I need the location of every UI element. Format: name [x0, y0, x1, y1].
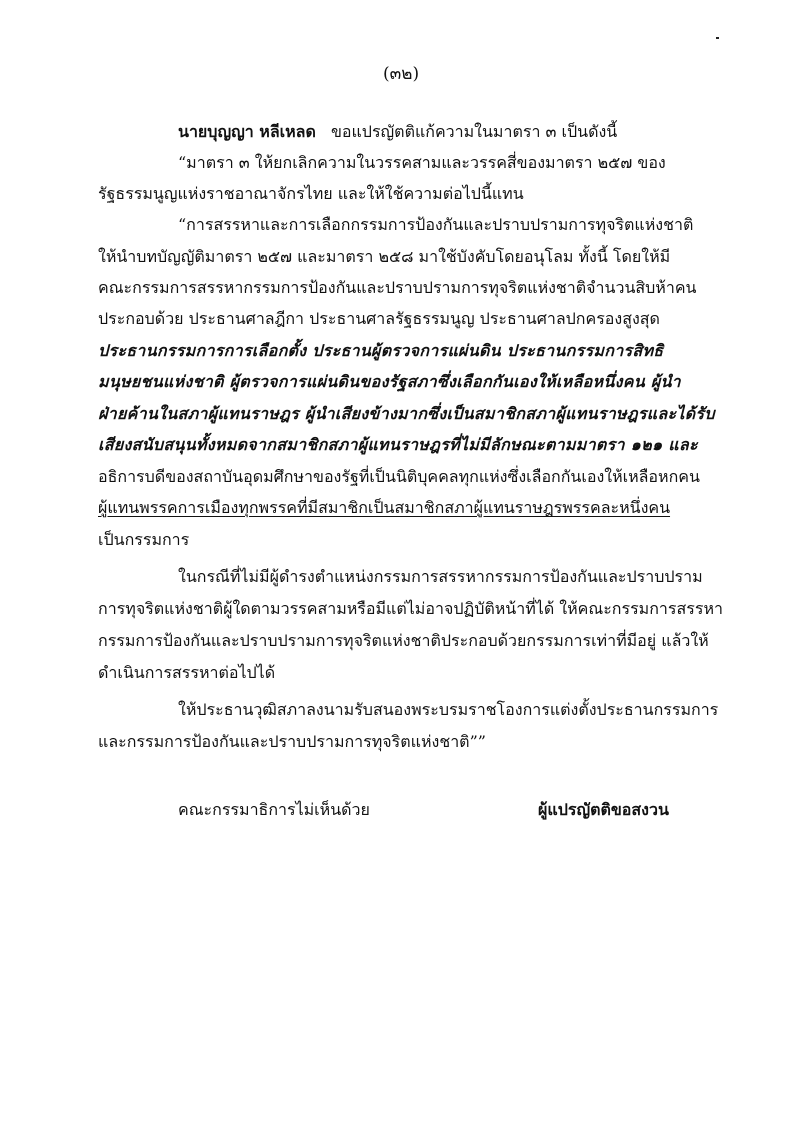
para2-line-1: “การสรรหาและการเลือกกรรมการป้องกันและปราบปรามการทุจริตแห่งชาติ — [178, 215, 694, 234]
para2-underlined: ผู้แทนพรรคการเมืองทุกพรรคที่มีสมาชิกเป็นสมาชิกสภาผู้แทนราษฎรพรรคละหนึ่งคน — [98, 498, 671, 517]
para2-end: เป็นกรรมการ — [98, 530, 190, 549]
para3-line-3: กรรมการป้องกันและปราบปรามการทุจริตแห่งชาติประกอบด้วยกรรมการเท่าที่มีอยู่ แล้วให้ — [98, 631, 709, 650]
para3-line-4: ดำเนินการสรรหาต่อไปได้ — [98, 663, 276, 682]
para2-italic-line-2: มนุษยชนแห่งชาติ ผู้ตรวจการแผ่นดินของรัฐสภาซึ่งเลือกกันเองให้เหลือหนึ่งคน ผู้นำ — [98, 372, 681, 391]
page-number: (๓๒) — [383, 64, 420, 84]
para3-line-1: ในกรณีที่ไม่มีผู้ดำรงตำแหน่งกรรมการสรรหากรรมการป้องกันและปราบปราม — [178, 567, 703, 586]
para1-line-2: รัฐธรรมนูญแห่งราชอาณาจักรไทย และให้ใช้ความต่อไปนี้แทน — [98, 184, 524, 203]
para2-line-4: ประกอบด้วย ประธานศาลฎีกา ประธานศาลรัฐธรรมนูญ ประธานศาลปกครองสูงสุด — [98, 309, 660, 328]
para2-italic-line-4: เสียงสนับสนุนทั้งหมดจากสมาชิกสภาผู้แทนราษฎรที่ไม่มีลักษณะตามมาตรา ๑๒๑ และ — [98, 435, 698, 454]
para2-italic-line-3: ฝ่ายค้านในสภาผู้แทนราษฎร ผู้นำเสียงข้างมากซึ่งเป็นสมาชิกสภาผู้แทนราษฎรและได้รับ — [98, 404, 715, 423]
para4-line-2: และกรรมการป้องกันและปราบปรามการทุจริตแห่งชาติ”” — [98, 732, 486, 751]
para2-line-2: ให้นำบทบัญญัติมาตรา ๒๕๗ และมาตรา ๒๕๘ มาใช้บังคับโดยอนุโลม ทั้งนี้ โดยให้มี — [98, 247, 671, 266]
reservation-note: ผู้แปรญัตติขอสงวน — [538, 800, 669, 819]
committee-opinion: คณะกรรมาธิการไม่เห็นด้วย — [178, 800, 370, 819]
para3-line-2: การทุจริตแห่งชาติผู้ใดตามวรรคสามหรือมีแต่ไม่อาจปฏิบัติหน้าที่ได้ ให้คณะกรรมการสรรหา — [98, 599, 723, 618]
opening-text: ขอแปรญัตติแก้ความในมาตรา ๓ เป็นดังนี้ — [330, 122, 618, 141]
opening-line — [178, 122, 617, 142]
para2-line-3: คณะกรรมการสรรหากรรมการป้องกันและปราบปรามการทุจริตแห่งชาติจำนวนสิบห้าคน — [98, 278, 697, 297]
scan-speck — [716, 37, 719, 39]
member-name: นายบุญญา หลีเหลด — [178, 122, 316, 141]
para1-line-1: “มาตรา ๓ ให้ยกเลิกความในวรรคสามและวรรคสี่ของมาตรา ๒๕๗ ของ — [178, 153, 666, 172]
para2-tail: อธิการบดีของสถาบันอุดมศึกษาของรัฐที่เป็นนิติบุคคลทุกแห่งซึ่งเลือกกันเองให้เหลือหกคน — [98, 467, 700, 486]
para2-italic-line-1: ประธานกรรมการการเลือกตั้ง ประธานผู้ตรวจการแผ่นดิน ประธานกรรมการสิทธิ — [98, 341, 664, 360]
para4-line-1: ให้ประธานวุฒิสภาลงนามรับสนองพระบรมราชโองการแต่งตั้งประธานกรรมการ — [178, 700, 719, 719]
